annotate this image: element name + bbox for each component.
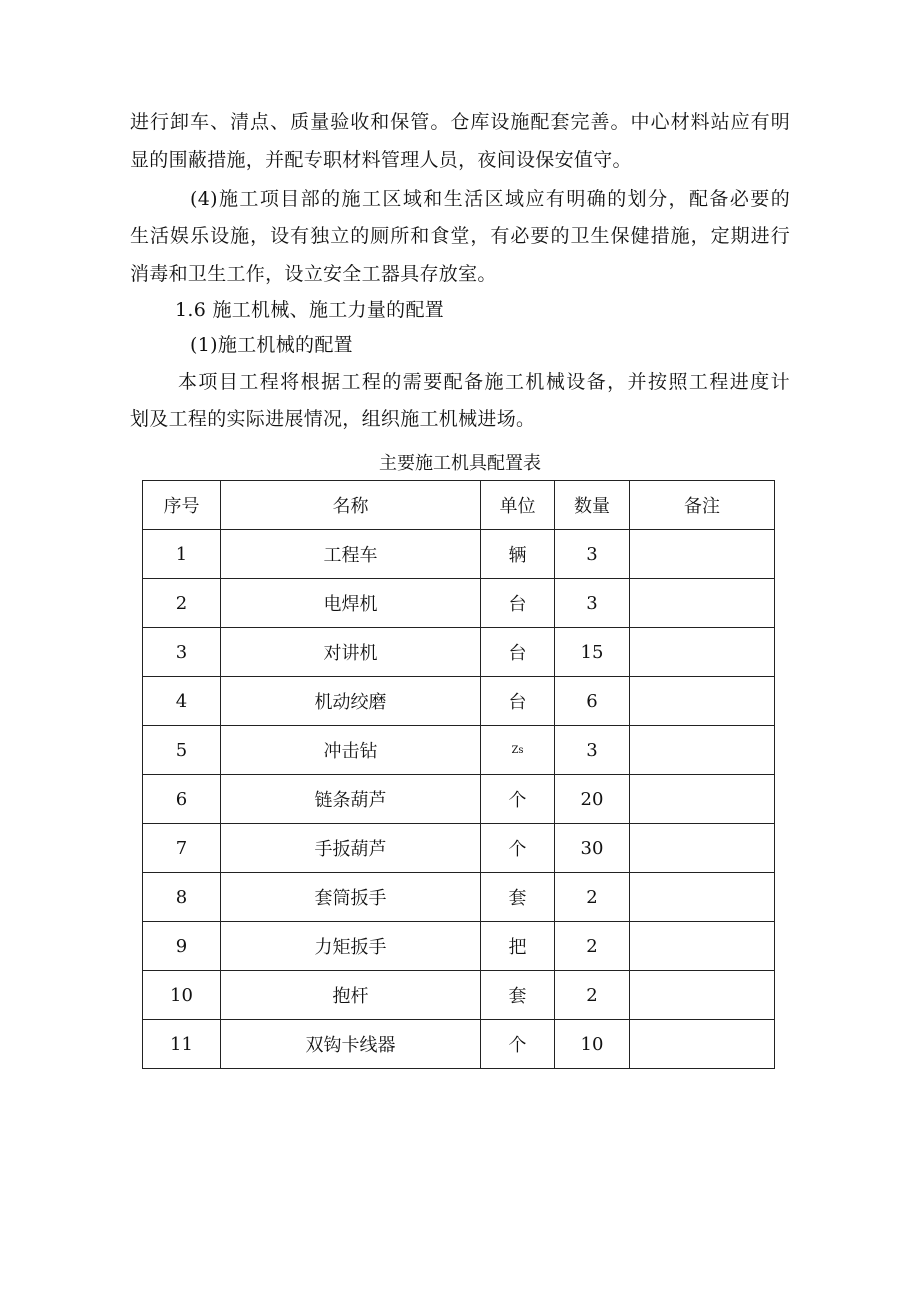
cell-index: 7: [143, 824, 221, 873]
cell-quantity: 3: [555, 726, 630, 775]
cell-index: 6: [143, 775, 221, 824]
paragraph-line: 显的围蔽措施，并配专职材料管理人员，夜间设保安值守。: [130, 149, 632, 171]
table-header-row: [143, 481, 775, 530]
cell-name: 套筒扳手: [221, 873, 481, 922]
cell-quantity: 3: [555, 530, 630, 579]
paragraph-line: 消毒和卫生工作，设立安全工器具存放室。: [130, 263, 497, 285]
cell-quantity: 2: [555, 971, 630, 1020]
table-row: [143, 775, 775, 824]
cell-name: 工程车: [221, 530, 481, 579]
section-heading: 1.6 施工机械、施工力量的配置: [175, 299, 445, 321]
cell-remark: [630, 530, 775, 579]
cell-unit: 台: [481, 628, 555, 677]
table-row: [143, 628, 775, 677]
table-caption: 主要施工机具配置表: [379, 453, 541, 474]
cell-remark: [630, 628, 775, 677]
cell-remark: [630, 677, 775, 726]
header-remark: 备注: [630, 481, 775, 530]
cell-index: 9: [143, 922, 221, 971]
paragraph-line: (4)施工项目部的施工区域和生活区域应有明确的划分，配备必要的: [190, 188, 790, 210]
cell-quantity: 20: [555, 775, 630, 824]
cell-unit: 台: [481, 579, 555, 628]
cell-remark: [630, 775, 775, 824]
cell-quantity: 3: [555, 579, 630, 628]
cell-remark: [630, 824, 775, 873]
table-row: [143, 922, 775, 971]
cell-name: 链条葫芦: [221, 775, 481, 824]
cell-unit: Zs: [481, 726, 555, 775]
cell-quantity: 30: [555, 824, 630, 873]
paragraph-line: 进行卸车、清点、质量验收和保管。仓库设施配套完善。中心材料站应有明: [130, 111, 790, 133]
cell-quantity: 15: [555, 628, 630, 677]
cell-name: 机动绞磨: [221, 677, 481, 726]
table-row: [143, 530, 775, 579]
cell-index: 5: [143, 726, 221, 775]
cell-unit: 辆: [481, 530, 555, 579]
cell-unit: 个: [481, 824, 555, 873]
cell-name: 手扳葫芦: [221, 824, 481, 873]
cell-index: 10: [143, 971, 221, 1020]
header-index: 序号: [143, 481, 221, 530]
cell-name: 对讲机: [221, 628, 481, 677]
table-row: [143, 726, 775, 775]
cell-remark: [630, 579, 775, 628]
paragraph-line: 生活娱乐设施，设有独立的厕所和食堂，有必要的卫生保健措施，定期进行: [130, 225, 790, 247]
cell-index: 3: [143, 628, 221, 677]
cell-quantity: 2: [555, 922, 630, 971]
paragraph-line: 划及工程的实际进展情况，组织施工机械进场。: [130, 408, 536, 430]
table-row: [143, 971, 775, 1020]
table-row: [143, 579, 775, 628]
table-row: [143, 873, 775, 922]
cell-remark: [630, 726, 775, 775]
table-row: [143, 677, 775, 726]
cell-index: 11: [143, 1020, 221, 1069]
cell-remark: [630, 873, 775, 922]
table-row: [143, 824, 775, 873]
cell-quantity: 10: [555, 1020, 630, 1069]
table-row: [143, 1020, 775, 1069]
cell-quantity: 2: [555, 873, 630, 922]
cell-index: 4: [143, 677, 221, 726]
cell-quantity: 6: [555, 677, 630, 726]
cell-name: 力矩扳手: [221, 922, 481, 971]
cell-unit: 个: [481, 775, 555, 824]
cell-name: 电焊机: [221, 579, 481, 628]
cell-unit: 套: [481, 873, 555, 922]
sub-heading: (1)施工机械的配置: [190, 334, 353, 356]
cell-remark: [630, 971, 775, 1020]
cell-name: 冲击钻: [221, 726, 481, 775]
header-name: 名称: [221, 481, 481, 530]
cell-index: 8: [143, 873, 221, 922]
cell-unit: 把: [481, 922, 555, 971]
cell-unit: 套: [481, 971, 555, 1020]
cell-remark: [630, 922, 775, 971]
cell-index: 2: [143, 579, 221, 628]
cell-remark: [630, 1020, 775, 1069]
paragraph-line: 本项目工程将根据工程的需要配备施工机械设备，并按照工程进度计: [178, 371, 790, 393]
header-unit: 单位: [481, 481, 555, 530]
equipment-table: [142, 480, 775, 1069]
cell-name: 双钩卡线器: [221, 1020, 481, 1069]
cell-unit: 个: [481, 1020, 555, 1069]
cell-name: 抱杆: [221, 971, 481, 1020]
cell-index: 1: [143, 530, 221, 579]
header-quantity: 数量: [555, 481, 630, 530]
cell-unit: 台: [481, 677, 555, 726]
